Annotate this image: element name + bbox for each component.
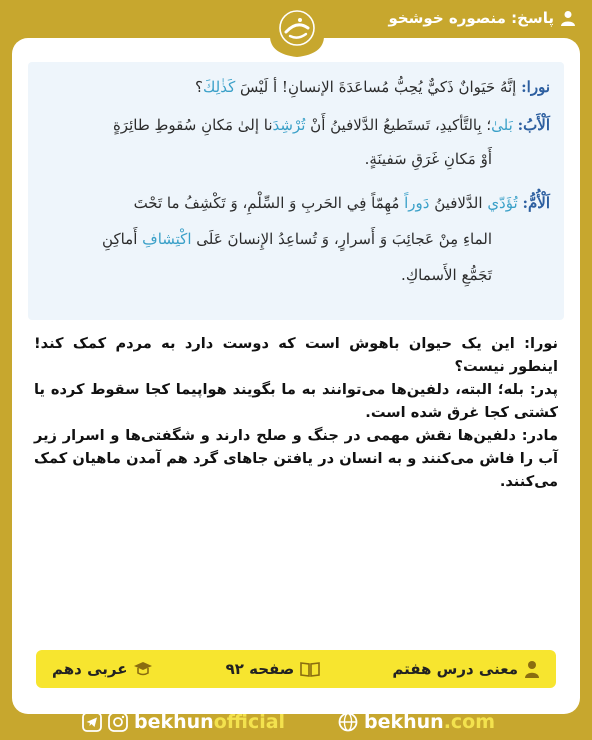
arabic-line-mother-cont: الماءِ مِنْ عَجائِبَ وَ أَسرارٍ، وَ تُساعِدُ الإِنسانَ عَلَى اکْتِشافِ أَماكِنِ: [102, 230, 492, 248]
answer-author: [388, 9, 576, 27]
site-prefix: bekhun: [364, 711, 444, 733]
social-handle[interactable]: [82, 711, 285, 733]
arabic-passage: [28, 62, 564, 320]
translation-father: پدر: بله؛ البته، دلفین‌ها می‌توانند به ما بگویند هواپیما کجا سقوط کرده یا کشتی کجا غرق شده است.: [34, 381, 558, 421]
lesson-title: معنی درس هفتم: [392, 660, 518, 678]
lesson-item: [392, 660, 540, 678]
book-icon: [300, 661, 320, 677]
page-number: صفحه ۹۲: [225, 660, 295, 678]
bottom-bar: [0, 706, 592, 740]
arabic-line-mother-end: تَجَمُّعِ الأَسماكِ.: [401, 266, 492, 284]
grade-label: عربی دهم: [52, 660, 128, 678]
answer-label: پاسخ: منصوره خوشخو: [388, 9, 554, 27]
lesson-info-bar: [36, 650, 556, 688]
social-suffix: official: [213, 711, 286, 733]
arabic-line-father: اَلْأَبُ: بَلیٰ؛ بِالتَّأكيدِ، تَستَطيعُ الدَّلافينُ أَنْ تُرْشِدَنا إلیٰ مَكانِ سُقوطِ طائِرَةٍ: [112, 116, 550, 134]
user-icon: [560, 10, 576, 26]
grade-item: [52, 660, 153, 678]
persian-translation: [34, 332, 558, 493]
arabic-line-father-cont: أَوْ مَكانِ غَرَقِ سَفينَةٍ.: [364, 150, 492, 168]
translation-nora: نورا: این یک حیوان باهوش است که دوست دارد به مردم کمک کند! اینطور نیست؟: [34, 335, 558, 375]
arabic-line-nora: نورا: إنَّهُ حَيَوانٌ ذَكيٌّ يُحِبُّ مُساعَدَةَ الإنسانِ! أ لَيْسَ كَذٰلِكَ؟: [195, 78, 550, 96]
website-link[interactable]: [338, 711, 495, 733]
teacher-icon: [524, 660, 540, 678]
arabic-line-mother: اَلْأُمُّ: تُؤَدّي الدَّلافينُ دَوراً مُهِمّاً فِي الحَربِ وَ السِّلْمِ، وَ تَكْشِفُ ما تَحْتَ: [133, 194, 550, 212]
graduation-cap-icon: [133, 661, 153, 677]
content-card: [12, 38, 580, 714]
speaker-label: اَلْأَبُ:: [517, 116, 550, 134]
telegram-icon: [82, 712, 102, 732]
translation-mother: مادر: دلفین‌ها نقش مهمی در جنگ و صلح دارند و شگفتی‌ها و اسرار زیر آب را فاش می‌کنند و به انسان در یافتن جاهای گرد هم آمدن ماهیان کمک می‌کنند.: [34, 427, 558, 490]
bekhun-logo: [268, 6, 326, 58]
site-suffix: .com: [443, 711, 496, 733]
social-prefix: bekhun: [134, 711, 214, 733]
page-item: [226, 660, 321, 678]
speaker-label: اَلْأُمُّ:: [522, 194, 550, 212]
instagram-icon: [108, 712, 128, 732]
speaker-label: نورا:: [521, 78, 550, 96]
globe-icon: [338, 712, 358, 732]
